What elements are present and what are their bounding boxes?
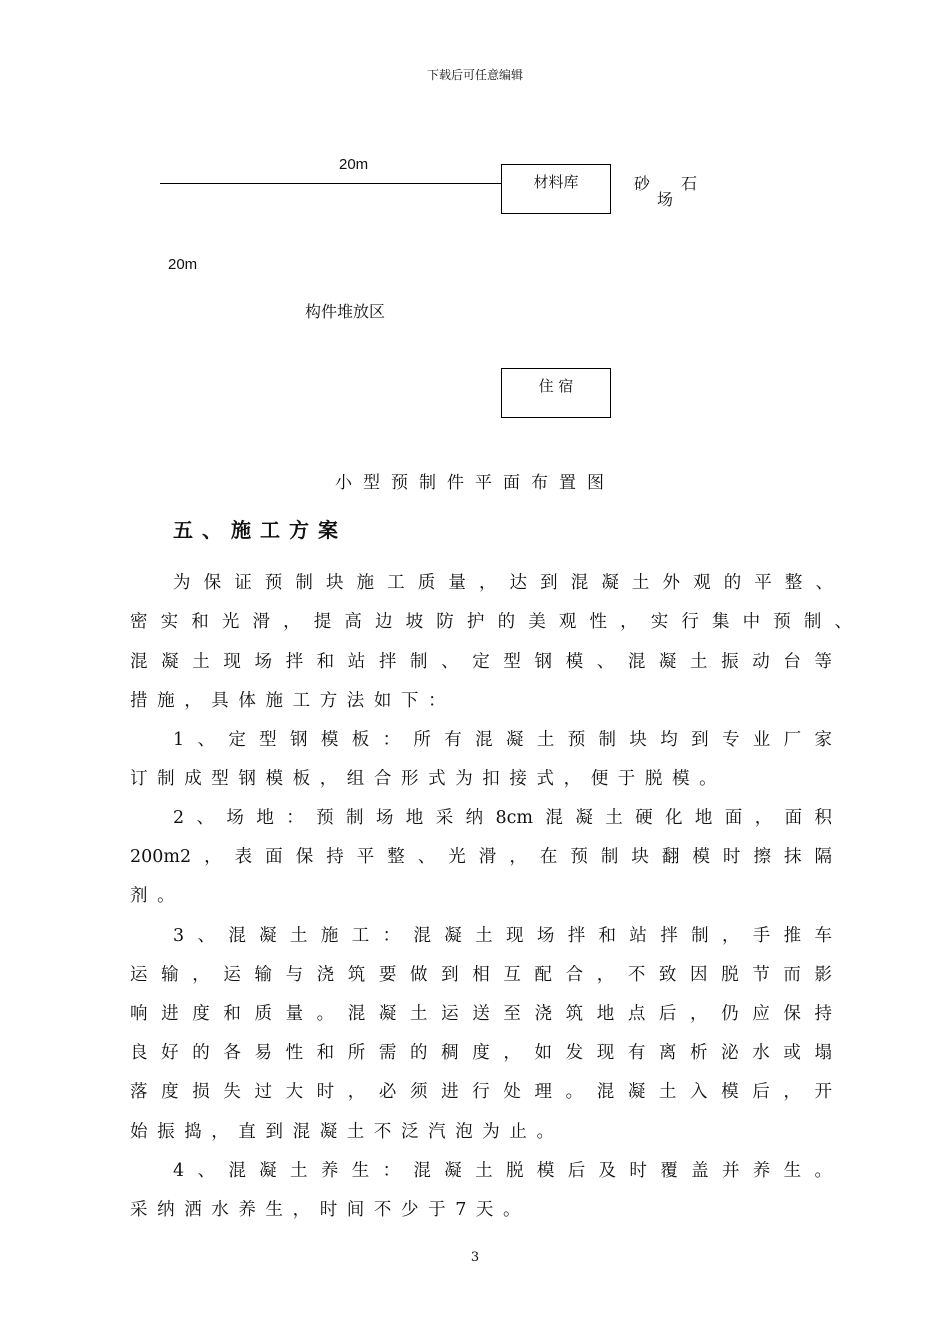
sand-gravel-label-2: 石 xyxy=(681,174,698,193)
body-line: 混凝土现场拌和站拌制、定型钢模、混凝土振动台等 xyxy=(130,652,832,672)
body-line: 采纳洒水养生，时间不少于7天。 xyxy=(130,1200,531,1220)
body-line: 密实和光滑，提高边坡防护的美观性，实行集中预制、 xyxy=(130,612,852,632)
body-line: 良好的各易性和所需的稠度，如发现有离析泌水或塌 xyxy=(130,1043,832,1063)
body-line: 2、场地：预制场地采纳8cm混凝土硬化地面，面积 xyxy=(173,808,832,828)
body-line: 落度损失过大时，必须进行处理。混凝土入模后，开 xyxy=(130,1082,832,1102)
dormitory-box xyxy=(501,368,611,418)
sand-gravel-label-1: 砂 xyxy=(634,174,651,193)
body-line: 响进度和质量。混凝土运送至浇筑地点后，仍应保持 xyxy=(130,1004,832,1024)
material-store-box xyxy=(501,164,611,214)
component-area-label: 构件堆放区 xyxy=(305,302,386,321)
body-line: 措施，具体施工方法如下： xyxy=(130,691,456,711)
body-line: 200m2，表面保持平整、光滑，在预制块翻模时擦抹隔 xyxy=(130,847,832,867)
dimension-label-top: 20m xyxy=(339,156,369,173)
body-line: 订制成型钢模板，组合形式为扣接式，便于脱模。 xyxy=(130,769,727,789)
body-line: 3、混凝土施工：混凝土现场拌和站拌制，手推车 xyxy=(173,926,832,946)
page-number: 3 xyxy=(470,1250,480,1265)
dormitory-label: 住 宿 xyxy=(538,377,574,395)
sand-gravel-label-3: 场 xyxy=(657,190,674,209)
dimension-label-left: 20m xyxy=(168,256,198,273)
body-line: 始振捣，直到混凝土不泛汽泡为止。 xyxy=(130,1122,564,1142)
body-line: 4、混凝土养生：混凝土脱模后及时覆盖并养生。 xyxy=(173,1161,832,1181)
section-heading: 五、施工方案 xyxy=(173,518,347,542)
body-line: 运输，运输与浇筑要做到相互配合，不致因脱节而影 xyxy=(130,965,832,985)
body-line: 为保证预制块施工质量，达到混凝土外观的平整、 xyxy=(173,573,833,593)
diagram-caption: 小型预制件平面布置图 xyxy=(335,473,615,493)
body-line: 1、定型钢模板：所有混凝土预制块均到专业厂家 xyxy=(173,730,832,750)
page-header-note: 下载后可任意编辑 xyxy=(426,68,523,82)
body-line: 剂。 xyxy=(130,886,185,906)
material-store-label: 材料库 xyxy=(533,173,579,191)
dimension-line xyxy=(160,183,502,184)
